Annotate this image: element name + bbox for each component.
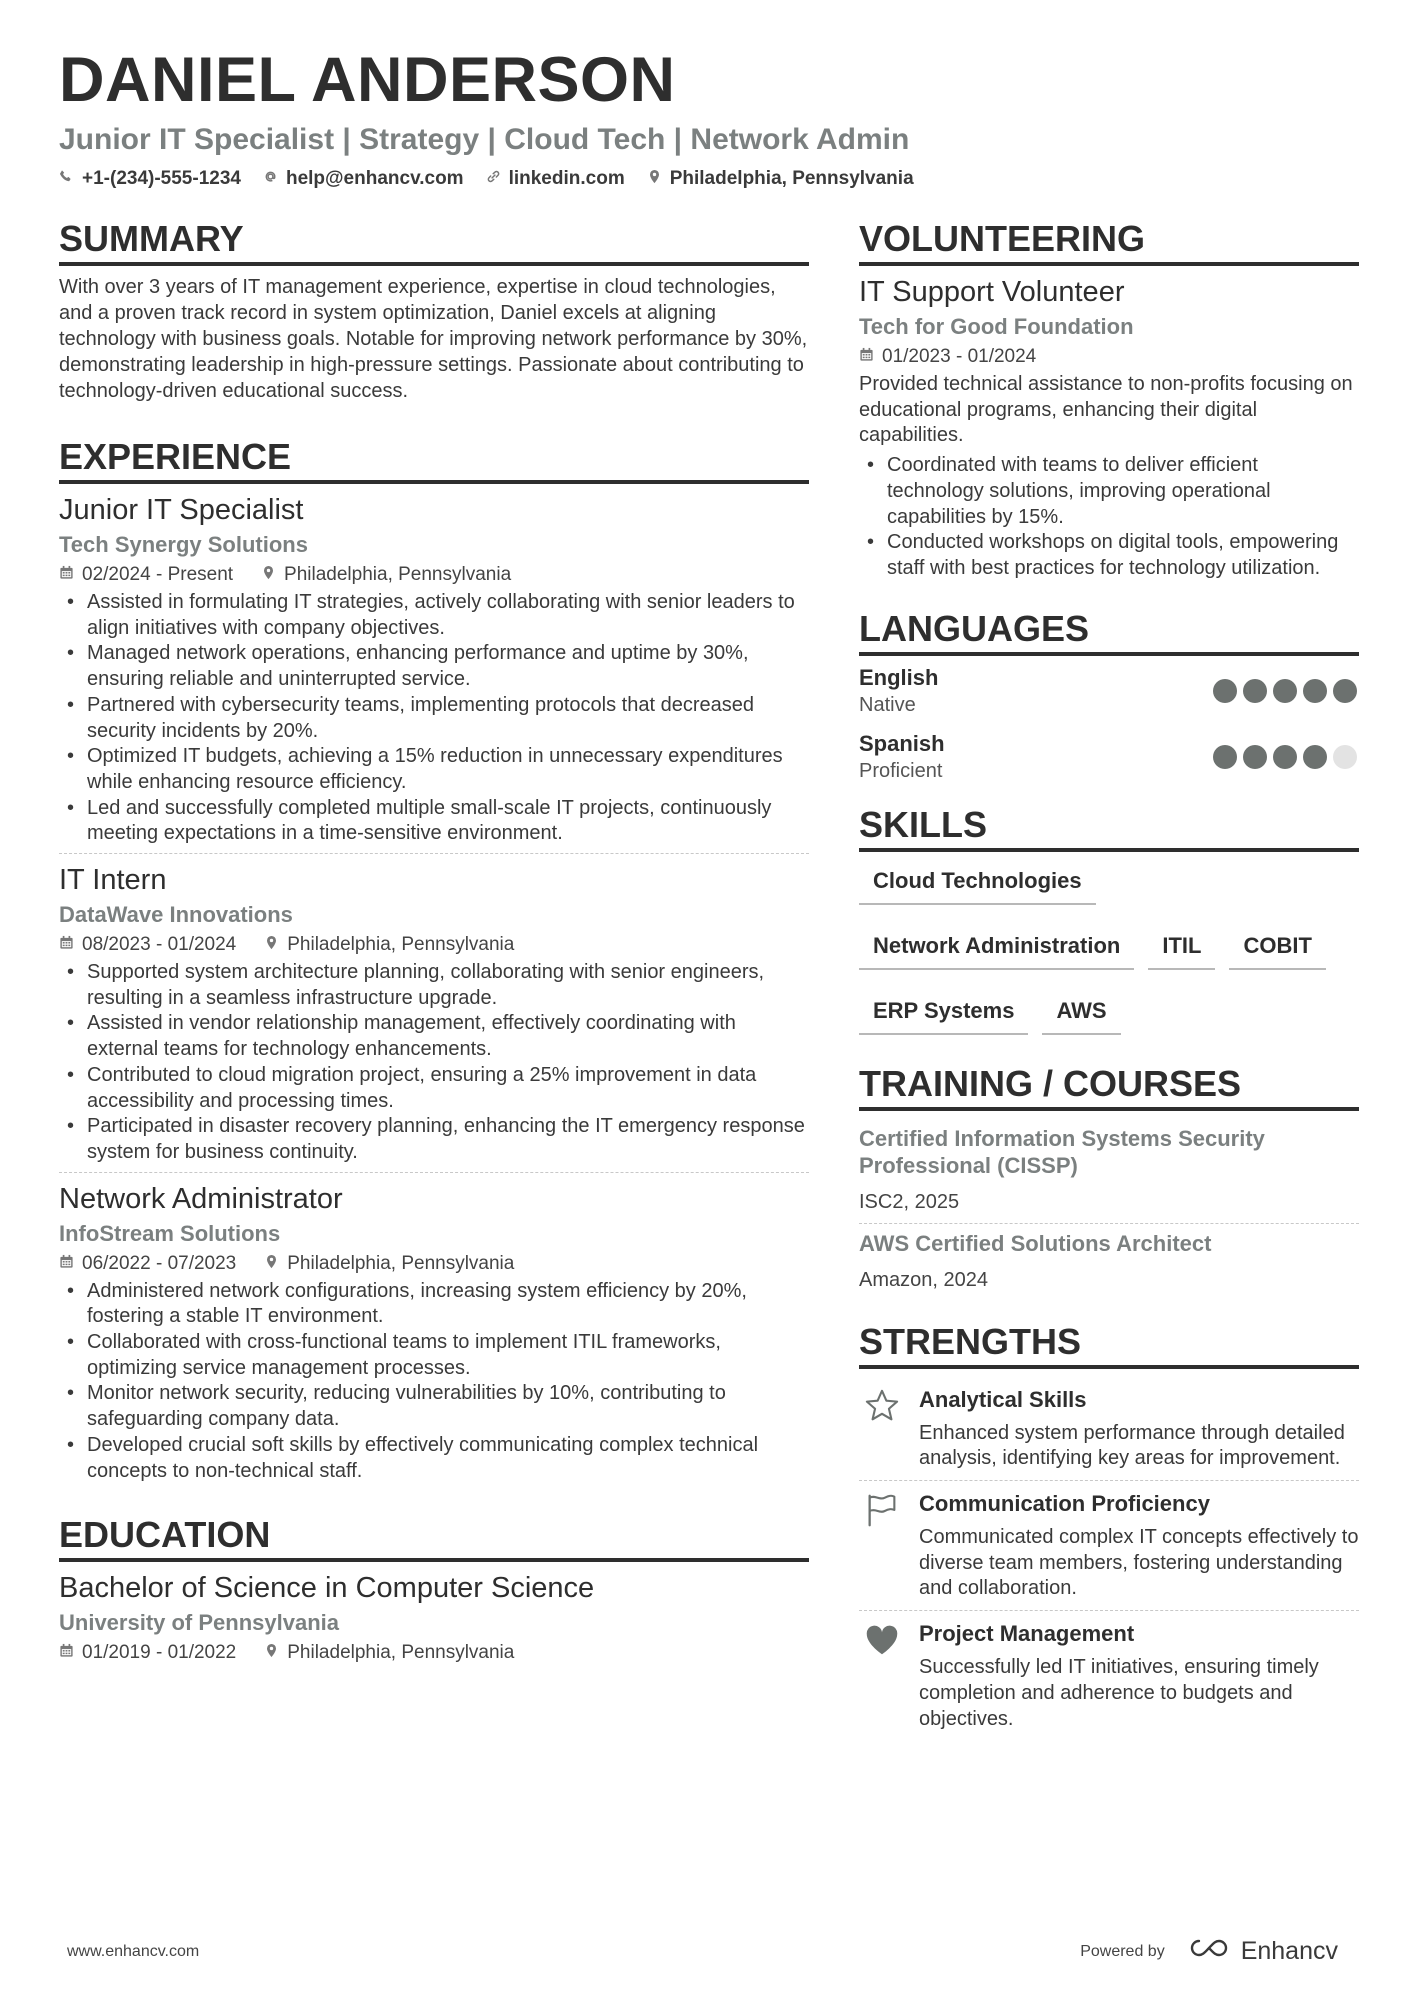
education-title: EDUCATION: [59, 1514, 809, 1562]
rating-dot-filled: [1303, 679, 1327, 703]
job-location: [264, 1251, 514, 1277]
bullet-item: • Conducted workshops on digital tools, empowering staff with best practices for technology utilization.: [859, 530, 1359, 581]
bullet-item: • Monitor network security, reducing vulnerabilities by 10%, contributing to safeguarding company data.: [59, 1381, 809, 1432]
bullet-item: • Assisted in formulating IT strategies, actively collaborating with senior leaders to align initiatives with company objectives.: [59, 590, 809, 641]
link-icon: [486, 168, 501, 190]
skill-tag: AWS: [1042, 990, 1120, 1035]
phone-text: +1-(234)-555-1234: [82, 168, 241, 189]
bullet-item: • Assisted in vendor relationship management, effectively coordinating with external teams for technology enhancements.: [59, 1011, 809, 1062]
contact-email[interactable]: [263, 168, 464, 190]
map-pin-icon: [264, 1251, 279, 1277]
summary-section: [59, 218, 809, 404]
course-org: ISC2, 2025: [859, 1190, 960, 1213]
job-company: Tech Synergy Solutions: [59, 532, 308, 557]
at-icon: [263, 168, 278, 190]
bullet-item: • Participated in disaster recovery planning, enhancing the IT emergency response system for business continuity.: [59, 1114, 809, 1165]
candidate-name: DANIEL ANDERSON: [59, 45, 676, 115]
email-text: help@enhancv.com: [285, 168, 464, 189]
school: University of Pennsylvania: [59, 1610, 339, 1636]
course-item: [859, 1119, 1359, 1223]
job-role: IT Intern: [59, 864, 167, 897]
strength-description: Enhanced system performance through detailed analysis, identifying key areas for improvement.: [919, 1421, 1345, 1470]
language-item: [859, 730, 1359, 784]
course-title: Certified Information Systems Security Professional (CISSP): [859, 1125, 1265, 1178]
volunteering-section: [859, 218, 1359, 582]
language-level: Native: [859, 693, 916, 716]
volunteer-role: IT Support Volunteer: [859, 276, 1125, 308]
education-location-text: Philadelphia, Pennsylvania: [287, 1642, 515, 1664]
bullet-item: • Supported system architecture planning, collaborating with senior engineers, resulting in a seamless infrastructure upgrade.: [59, 960, 809, 1011]
volunteering-title: VOLUNTEERING: [859, 218, 1359, 266]
map-pin-icon: [261, 562, 276, 588]
skills-title: SKILLS: [859, 804, 1359, 852]
experience-entry: [59, 853, 809, 1172]
skill-tag: COBIT: [1229, 925, 1325, 970]
skills-section: [859, 804, 1359, 1035]
contact-linkedin[interactable]: [486, 168, 625, 190]
job-dates: [59, 932, 236, 958]
strength-item: [859, 1480, 1359, 1610]
strength-title: Communication Proficiency: [919, 1491, 1210, 1517]
bullet-item: • Partnered with cybersecurity teams, implementing protocols that decreased security incidents by 20%.: [59, 693, 809, 744]
job-location-text: Philadelphia, Pennsylvania: [284, 564, 512, 585]
job-dates-text: 02/2024 - Present: [82, 564, 234, 585]
course-item: [859, 1223, 1359, 1301]
experience-entry: [59, 1172, 809, 1491]
phone-icon: [59, 168, 74, 190]
footer-branding: [1080, 1936, 1338, 1967]
rating-dot-empty: [1333, 745, 1357, 769]
rating-dot-filled: [1213, 679, 1237, 703]
education-section: [59, 1514, 809, 1674]
heart-icon: [859, 1619, 905, 1732]
job-dates: [59, 562, 233, 588]
calendar-icon: [59, 1640, 74, 1666]
flag-icon: [859, 1489, 905, 1602]
job-bullets: [59, 1279, 809, 1485]
job-role: Network Administrator: [59, 1182, 343, 1215]
bullet-item: • Contributed to cloud migration project, ensuring a 25% improvement in data accessibility and processing times.: [59, 1063, 809, 1114]
language-rating: [1213, 745, 1357, 769]
strength-description: Communicated complex IT concepts effectively to diverse team members, fostering understanding and collaboration.: [919, 1526, 1359, 1600]
job-dates-text: 06/2022 - 07/2023: [82, 1252, 237, 1274]
skills-list: [859, 860, 1359, 1035]
powered-by-text: Powered by: [1080, 1942, 1165, 1960]
calendar-icon: [59, 932, 74, 958]
header: [59, 44, 1359, 190]
footer-website[interactable]: www.enhancv.com: [67, 1943, 200, 1960]
job-company: InfoStream Solutions: [59, 1220, 281, 1246]
experience-title: EXPERIENCE: [59, 436, 809, 484]
experience-entry: [59, 492, 809, 853]
job-meta: [59, 1251, 809, 1277]
language-rating: [1213, 679, 1357, 703]
contact-phone[interactable]: [59, 168, 241, 190]
contact-location: [647, 168, 914, 190]
contact-bar: [59, 168, 1359, 190]
calendar-icon: [859, 344, 874, 370]
brand-logo[interactable]: [1185, 1936, 1338, 1967]
job-dates-text: 08/2023 - 01/2024: [82, 934, 237, 956]
job-location: [264, 932, 514, 958]
rating-dot-filled: [1243, 679, 1267, 703]
rating-dot-filled: [1303, 745, 1327, 769]
course-title: AWS Certified Solutions Architect: [859, 1230, 1212, 1256]
rating-dot-filled: [1273, 745, 1297, 769]
strength-title: Analytical Skills: [919, 1386, 1087, 1412]
map-pin-icon: [647, 168, 662, 190]
strength-item: [859, 1610, 1359, 1740]
job-meta: [59, 562, 809, 588]
education-location: [264, 1640, 514, 1666]
summary-title: SUMMARY: [59, 218, 809, 266]
strength-title: Project Management: [919, 1621, 1135, 1647]
education-dates-text: 01/2019 - 01/2022: [82, 1642, 237, 1664]
volunteer-bullets: [859, 453, 1359, 582]
education-meta: [59, 1640, 809, 1666]
star-icon: [859, 1385, 905, 1472]
language-level: Proficient: [859, 759, 943, 782]
rating-dot-filled: [1273, 679, 1297, 703]
job-dates: [59, 1251, 236, 1277]
rating-dot-filled: [1243, 745, 1267, 769]
headline: Junior IT Specialist | Strategy | Cloud Tech | Network Admin: [59, 123, 910, 156]
job-role: Junior IT Specialist: [59, 494, 304, 526]
language-name: English: [859, 664, 939, 690]
job-location-text: Philadelphia, Pennsylvania: [287, 1252, 515, 1274]
brand-name: Enhancv: [1240, 1937, 1338, 1965]
calendar-icon: [59, 562, 74, 588]
enhancv-logo-icon: [1185, 1936, 1233, 1967]
job-bullets: [59, 960, 809, 1166]
skill-tag: ERP Systems: [859, 990, 1028, 1035]
bullet-item: • Led and successfully completed multiple small-scale IT projects, continuously meeting expectations in a time-sensitive environment.: [59, 796, 809, 847]
calendar-icon: [59, 1251, 74, 1277]
strengths-title: STRENGTHS: [859, 1321, 1359, 1369]
job-location: [261, 562, 511, 588]
summary-text: With over 3 years of IT management experience, expertise in cloud technologies, and a proven track record in system optimization, Daniel excels at aligning technology with business goals. Notable for improving network performance by 30%, demonstrating leadership in high-pressure settings. Passionate about contributing to technology-driven educational success.: [59, 276, 808, 402]
volunteer-dates-text: 01/2023 - 01/2024: [882, 346, 1037, 367]
job-company: DataWave Innovations: [59, 902, 293, 928]
volunteer-org: Tech for Good Foundation: [859, 314, 1134, 339]
skill-tag: Cloud Technologies: [859, 860, 1096, 905]
experience-section: [59, 436, 809, 1490]
job-meta: [59, 932, 809, 958]
languages-section: [859, 608, 1359, 784]
bullet-item: • Collaborated with cross-functional teams to implement ITIL frameworks, optimizing service management processes.: [59, 1330, 809, 1381]
volunteer-description: Provided technical assistance to non-profits focusing on educational programs, enhancing their digital capabilities.: [859, 373, 1353, 447]
bullet-item: • Managed network operations, enhancing performance and uptime by 30%, ensuring reliable and uninterrupted service.: [59, 641, 809, 692]
location-text: Philadelphia, Pennsylvania: [669, 168, 914, 189]
rating-dot-filled: [1213, 745, 1237, 769]
training-title: TRAINING / COURSES: [859, 1063, 1359, 1111]
bullet-item: • Coordinated with teams to deliver efficient technology solutions, improving operational capabilities by 15%.: [859, 453, 1359, 530]
job-bullets: [59, 590, 809, 847]
languages-title: LANGUAGES: [859, 608, 1359, 656]
language-item: [859, 664, 1359, 718]
strengths-section: [859, 1321, 1359, 1741]
skill-tag: ITIL: [1148, 925, 1215, 970]
degree: Bachelor of Science in Computer Science: [59, 1572, 595, 1605]
right-column: [859, 218, 1359, 1740]
bullet-item: • Developed crucial soft skills by effectively communicating complex technical concepts to non-technical staff.: [59, 1433, 809, 1484]
training-section: [859, 1063, 1359, 1301]
strength-description: Successfully led IT initiatives, ensuring timely completion and adherence to budgets and objectives.: [919, 1656, 1319, 1730]
job-location-text: Philadelphia, Pennsylvania: [287, 934, 515, 956]
volunteer-meta: [859, 344, 1359, 370]
education-dates: [59, 1640, 236, 1666]
map-pin-icon: [264, 932, 279, 958]
skill-tag: Network Administration: [859, 925, 1134, 970]
volunteer-dates: [859, 344, 1036, 370]
language-name: Spanish: [859, 730, 945, 756]
rating-dot-filled: [1333, 679, 1357, 703]
linkedin-text: linkedin.com: [508, 168, 625, 189]
strength-item: [859, 1377, 1359, 1480]
bullet-item: • Administered network configurations, increasing system efficiency by 20%, fostering a stable IT environment.: [59, 1279, 809, 1330]
map-pin-icon: [264, 1640, 279, 1666]
bullet-item: • Optimized IT budgets, achieving a 15% reduction in unnecessary expenditures while enhancing resource efficiency.: [59, 744, 809, 795]
course-org: Amazon, 2024: [859, 1268, 988, 1291]
left-column: [59, 218, 809, 1674]
education-entry: [59, 1570, 809, 1674]
